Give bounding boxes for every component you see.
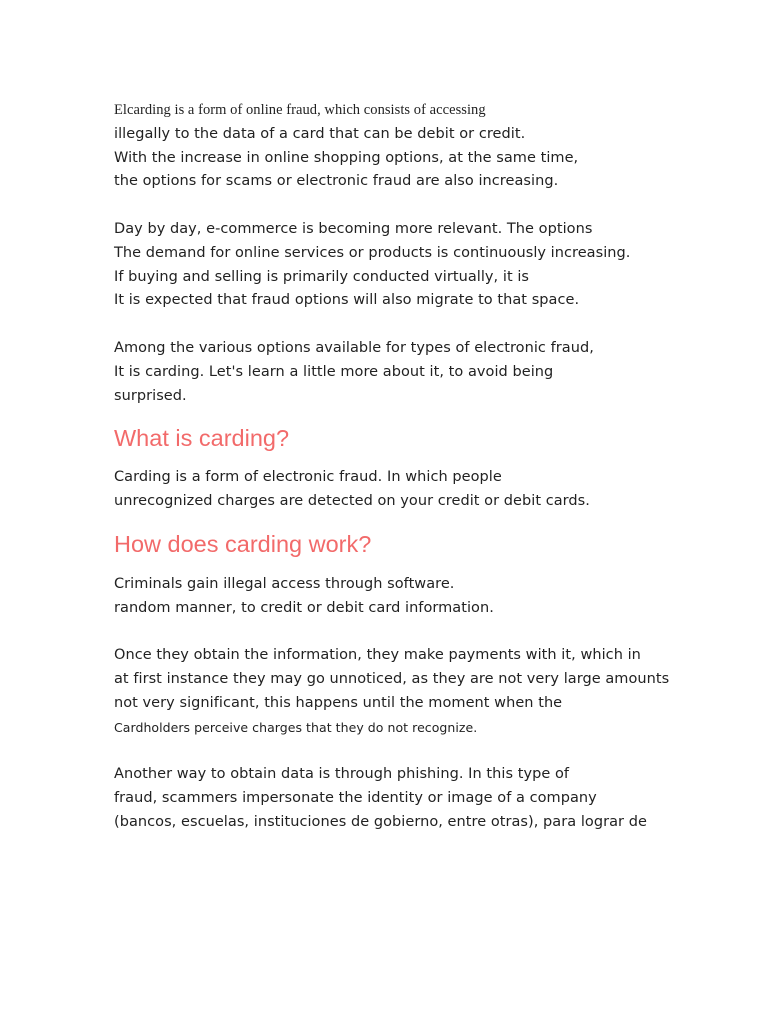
text-line: illegally to the data of a card that can be debit or credit. [114,125,526,142]
text-line: surprised. [114,387,187,404]
text-line: Carding is a form of electronic fraud. In which people [114,469,502,486]
text-line: random manner, to credit or debit card information. [114,599,494,616]
paragraph-gap [114,313,674,337]
text-line: It is expected that fraud options will also migrate to that space. [114,292,580,309]
paragraph-gap [114,194,674,218]
text-line: Once they obtain the information, they make payments with it, which in [114,647,641,664]
ecommerce-paragraph [114,218,674,313]
paragraph-gap [114,621,674,645]
document-page [114,99,674,835]
definition-paragraph [114,466,674,514]
text-line: Criminals gain illegal access through software. [114,575,455,592]
text-line: It is carding. Let's learn a little more about it, to avoid being [114,363,554,380]
text-line: Among the various options available for types of electronic fraud, [114,339,594,356]
text-line: at first instance they may go unnoticed, as they are not very large amounts [114,671,670,688]
paragraph-gap [114,740,674,764]
software-paragraph [114,573,674,621]
text-line: The demand for online services or products is continuously increasing. [114,244,631,261]
text-line: not very significant, this happens until the moment when the [114,694,563,711]
text-line: Another way to obtain data is through phishing. In this type of [114,766,570,783]
fraud-types-paragraph [114,337,674,408]
text-line: fraud, scammers impersonate the identity or image of a company [114,790,597,807]
section-heading-wrapper [114,422,674,454]
section-heading-how-carding-works: How does carding work? [114,530,372,557]
section-heading-wrapper [114,528,674,560]
text-line: Elcarding is a form of online fraud, which consists of accessing [114,102,486,118]
text-line: Day by day, e-commerce is becoming more relevant. The options [114,220,593,237]
section-heading-what-is-carding: What is carding? [114,425,290,452]
phishing-paragraph [114,763,674,834]
text-line: unrecognized charges are detected on your credit or debit cards. [114,493,590,510]
payments-paragraph [114,644,674,739]
text-line: If buying and selling is primarily conducted virtually, it is [114,268,530,285]
text-line: Cardholders perceive charges that they do not recognize. [114,719,478,735]
text-line: the options for scams or electronic fraud are also increasing. [114,173,559,190]
text-line: (bancos, escuelas, instituciones de gobierno, entre otras), para lograr de [114,813,647,830]
text-line: With the increase in online shopping options, at the same time, [114,149,579,166]
intro-paragraph [114,99,674,194]
